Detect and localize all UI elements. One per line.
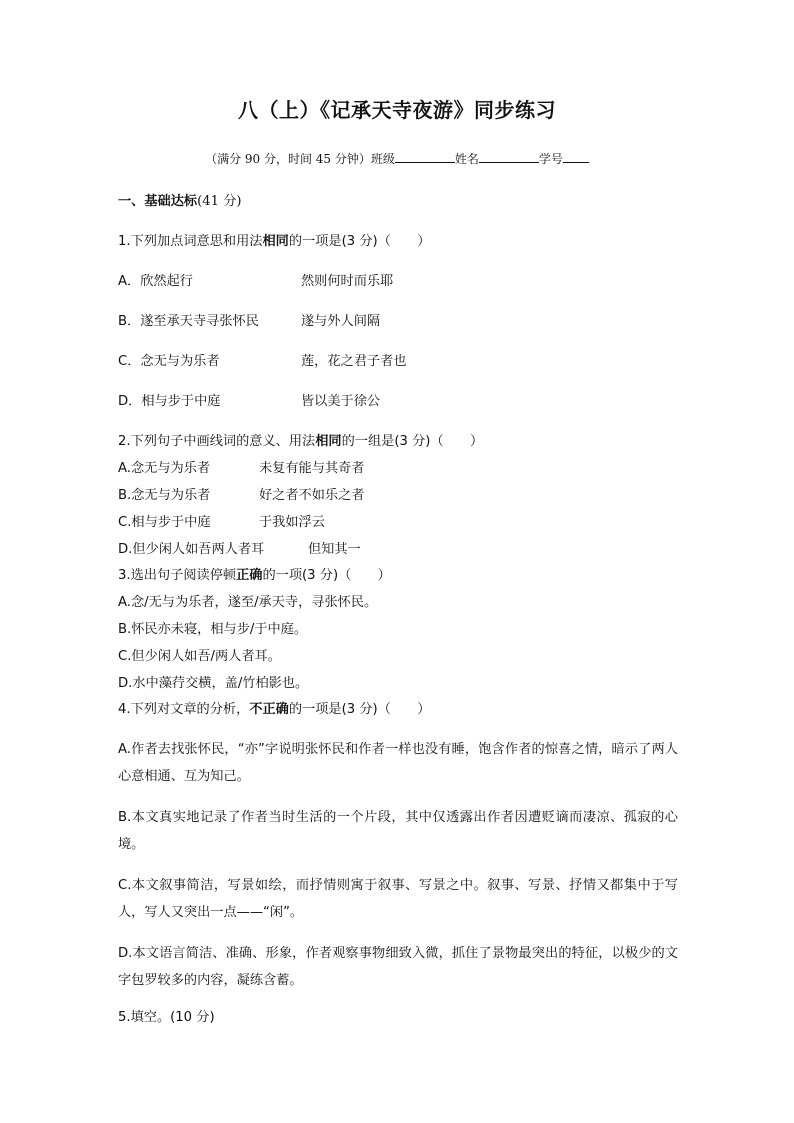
question-text: 的一项(3 分)（ ） — [262, 568, 391, 583]
question-text: 的一项是(3 分)（ ） — [288, 702, 431, 717]
exam-info-line — [0, 150, 794, 168]
q4-option-d: D.本文语言简洁、准确、形象，作者观察事物细致入微，抓住了景物最突出的特征，以极少的文字包罗较多的内容，凝练含蓄。 — [118, 946, 678, 988]
student-id-label: 学号 — [538, 152, 563, 166]
q4-option-a: A.作者去找张怀民，“亦”字说明张怀民和作者一样也没有睡，饱含作者的惊喜之情，暗示了两人心意相通、互为知己。 — [118, 742, 678, 784]
q2-option-c-right: 于我如浮云 — [259, 515, 325, 530]
question-text: 的一组是(3 分)（ ） — [341, 434, 484, 449]
q1-option-d-right: 皆以美于徐公 — [301, 394, 381, 409]
question-text: 4.下列对文章的分析， — [118, 702, 250, 717]
q3-option-d: D.水中藻荇交横，盖/竹柏影也。 — [118, 676, 309, 691]
q2-option-a-left: A.念无与为乐者 — [118, 461, 211, 476]
class-blank[interactable] — [395, 150, 455, 163]
page-title: 八（上）《记承天寺夜游》同步练习 — [238, 98, 556, 122]
q1-option-a-left: A．欣然起行 — [118, 274, 193, 289]
q2-option-b-left: B.念无与为乐者 — [118, 488, 211, 503]
student-id-blank[interactable] — [563, 150, 589, 163]
question-5-stem: 5.填空。(10 分) — [118, 1010, 215, 1025]
name-label: 姓名 — [454, 152, 479, 166]
question-emphasis: 相同 — [315, 434, 342, 449]
name-blank[interactable] — [479, 150, 539, 163]
q1-option-b-left: B．遂至承天寺寻张怀民 — [118, 314, 259, 329]
question-4-stem — [118, 700, 430, 720]
q1-option-c-right: 莲，花之君子者也 — [301, 354, 407, 369]
q2-option-d-right: 但知其一 — [308, 542, 361, 557]
q2-option-d-left: D.但少闲人如吾两人者耳 — [118, 542, 265, 557]
question-3-stem — [118, 566, 391, 586]
q1-option-d-left: D．相与步于中庭 — [118, 394, 221, 409]
question-text: 的一项是(3 分)（ ） — [288, 234, 431, 249]
section-title: 一、基础达标 — [118, 194, 198, 209]
q3-option-c: C.但少闲人如吾/两人者耳。 — [118, 649, 281, 664]
q1-option-b-right: 遂与外人间隔 — [301, 314, 381, 329]
q1-option-a-right: 然则何时而乐耶 — [301, 274, 394, 289]
q2-option-b-right: 好之者不如乐之者 — [259, 488, 365, 503]
q1-option-c-left: C．念无与为乐者 — [118, 354, 220, 369]
question-emphasis: 不正确 — [249, 702, 289, 717]
question-2-stem — [118, 432, 483, 452]
q4-option-c: C.本文叙事简洁，写景如绘，而抒情则寓于叙事、写景之中。叙事、写景、抒情又都集中于写人，写人又突出一点——“闲”。 — [118, 878, 678, 920]
question-text: 3.选出句子阅读停顿 — [118, 568, 237, 583]
q4-option-b: B.本文真实地记录了作者当时生活的一个片段，其中仅透露出作者因遭贬谪而凄凉、孤寂的心境。 — [118, 810, 678, 852]
question-emphasis: 相同 — [262, 234, 289, 249]
section-score: (41 分) — [197, 194, 242, 209]
q2-option-c-left: C.相与步于中庭 — [118, 515, 211, 530]
section-heading — [118, 192, 242, 212]
q2-option-a-right: 未复有能与其奇者 — [259, 461, 365, 476]
question-emphasis: 正确 — [236, 568, 263, 583]
question-1-stem — [118, 232, 430, 252]
q3-option-a: A.念/无与为乐者，遂至/承天寺，寻张怀民。 — [118, 595, 378, 610]
question-text: 2.下列句子中画线词的意义、用法 — [118, 434, 316, 449]
q3-option-b: B.怀民亦未寝，相与步/于中庭。 — [118, 622, 308, 637]
exam-info-text: （满分 90 分，时间 45 分钟）班级 — [205, 152, 395, 166]
question-text: 1.下列加点词意思和用法 — [118, 234, 263, 249]
